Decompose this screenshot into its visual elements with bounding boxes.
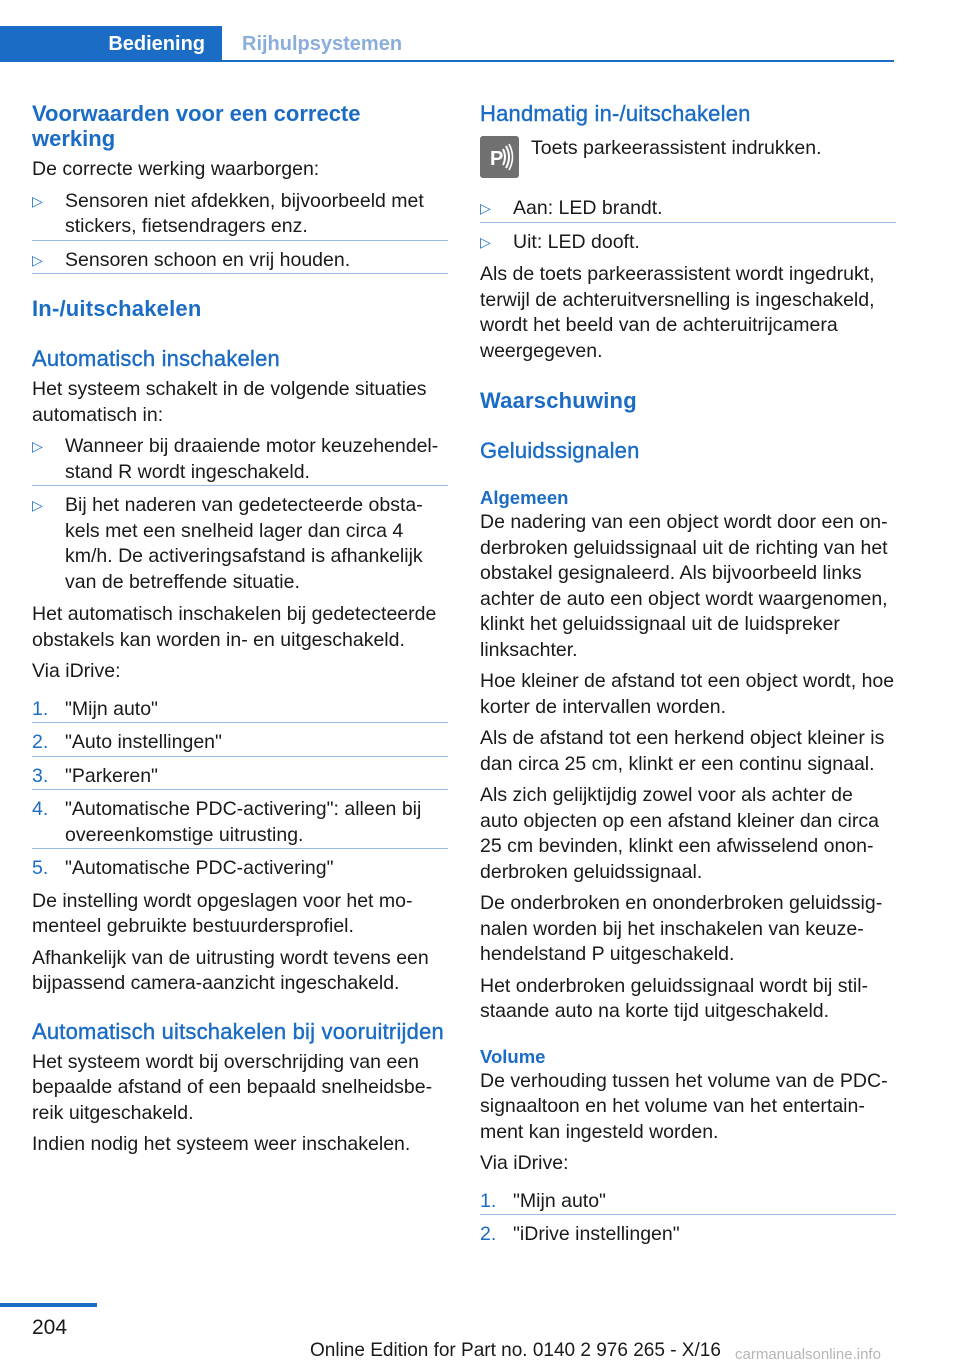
list-item: 2. "Auto instellingen" [32, 730, 448, 757]
text-auto-in-2: Het automatisch inschakelen bij gedetecteerde obstakels kan worden in- en uitgeschakeld. [32, 603, 437, 651]
list-item: ▷ Bij het naderen van gedetecteerde obstakels met een snelheid lager dan circa 4 km/h. De activeringsafstand is afhankelijk van de betreffende situatie. [32, 494, 423, 593]
text-auto-uit: Het systeem wordt bij overschrijding van een bepaalde afstand of een bepaald snelheidsbereik uitgeschakeld. [32, 1050, 433, 1124]
text-algemeen-6: Het onderbroken geluidssignaal wordt bij stilstaande auto na korte tijd uitgeschakeld. [480, 974, 869, 1022]
heading-in-uitschakelen: In-/uitschakelen [32, 296, 202, 321]
list-item: 2. "iDrive instellingen" [480, 1223, 680, 1245]
heading-waarschuwing: Waarschuwing [480, 388, 637, 413]
chapter-tab-bar [0, 26, 894, 62]
svg-text:P: P [489, 148, 503, 170]
page-number: 204 [32, 1316, 68, 1339]
parking-assistant-button-icon [480, 136, 519, 178]
text-via-idrive: Via iDrive: [480, 1152, 569, 1174]
triangle-right-outline-icon: ▷ [32, 497, 43, 513]
text-opgeslagen: De instelling wordt opgeslagen voor het momenteel gebruikte bestuurdersprofiel. [32, 889, 413, 937]
tab-bediening-label: Bediening [108, 32, 205, 55]
list-auto-in [32, 434, 448, 595]
toets-row [480, 134, 896, 184]
list-item: ▷ Uit: LED dooft. [480, 230, 896, 256]
triangle-right-outline-icon: ▷ [32, 438, 43, 454]
list-idrive-steps [480, 1189, 896, 1248]
list-item: 4. "Automatische PDC-activering": alleen bij overeenkomstige uitrusting. [32, 797, 448, 849]
text-algemeen-5: De onderbroken en ononderbroken geluidssignalen worden bij het inschakelen van keuzehendelstand P uitgeschakeld. [480, 892, 883, 965]
list-voorwaarden [32, 189, 448, 275]
watermark: carmanualsonline.info [735, 1346, 881, 1363]
text-voorwaarden: De correcte werking waarborgen: [32, 158, 320, 180]
list-item: 1. "Mijn auto" [32, 697, 448, 724]
list-item: 1. "Mijn auto" [480, 1189, 896, 1216]
heading-volume: Volume [480, 1045, 546, 1067]
tab-rijhulpsystemen[interactable] [242, 26, 402, 62]
footer-accent-line [0, 1303, 97, 1307]
list-item: 3. "Parkeren" [32, 764, 448, 791]
heading-geluidssignalen: Geluidssignalen [480, 438, 640, 463]
text-weer-inschakelen: Indien nodig het systeem weer inschakelen. [32, 1133, 411, 1155]
list-item: 5. "Automatische PDC-activering" [32, 857, 334, 879]
edition-text: Online Edition for Part no. 0140 2 976 265 - X/16 [310, 1340, 721, 1361]
text-auto-in: Het systeem schakelt in de volgende situaties automatisch in: [32, 378, 427, 426]
heading-voorwaarden: Voorwaarden voor een correcte werking [32, 101, 361, 151]
heading-algemeen: Algemeen [480, 487, 569, 508]
text-camera: Afhankelijk van de uitrusting wordt tevens een bijpassend camera-aanzicht ingeschakeld. [32, 946, 429, 994]
text-via-idrive: Via iDrive: [32, 660, 121, 682]
list-item: ▷ Aan: LED brandt. [480, 196, 896, 223]
list-item: ▷ Wanneer bij draaiende motor keuzehendelstand R wordt ingeschakeld. [32, 434, 448, 486]
heading-automatisch-inschakelen: Automatisch inschakelen [32, 346, 280, 371]
heading-automatisch-uitschakelen: Automatisch uitschakelen bij vooruitrijden [32, 1018, 444, 1044]
text-toets: Toets parkeerassistent indrukken. [531, 137, 822, 159]
text-algemeen-4: Als zich gelijktijdig zowel voor als achter de auto objecten op een afstand kleiner dan circa 25 cm bevinden, klinkt een afwisselend ononderbroken geluidssignaal. [480, 784, 879, 883]
text-algemeen-3: Als de afstand tot een herkend object kleiner is dan circa 25 cm, klinkt er een continu signaal. [480, 727, 885, 775]
triangle-right-outline-icon: ▷ [32, 251, 43, 268]
list-item: ▷ Sensoren schoon en vrij houden. [32, 248, 448, 275]
list-item: ▷ Sensoren niet afdekken, bijvoorbeeld met stickers, fietsendragers enz. [32, 189, 448, 241]
triangle-right-outline-icon: ▷ [480, 200, 491, 216]
list-led [480, 196, 896, 255]
triangle-right-outline-icon: ▷ [32, 192, 43, 209]
left-column [32, 101, 448, 1164]
text-achteruit: Als de toets parkeerassistent wordt ingedrukt, terwijl de achteruitversnelling is ingeschakeld, wordt het beeld van de achteruitrijcamera weergegeven. [480, 263, 875, 362]
text-algemeen-2: Hoe kleiner de afstand tot een object wordt, hoe korter de intervallen worden. [480, 670, 895, 718]
right-column [480, 101, 896, 1255]
tab-bediening[interactable] [0, 26, 222, 62]
list-idrive-steps [32, 697, 448, 882]
parking-sensor-icon [486, 143, 514, 171]
triangle-right-outline-icon: ▷ [480, 233, 491, 250]
tab-underline [222, 60, 894, 62]
text-volume: De verhouding tussen het volume van de PDC-signaaltoon en het volume van het entertainment kan ingesteld worden. [480, 1069, 888, 1143]
text-algemeen-1: De nadering van een object wordt door een onderbroken geluidssignaal uit de richting van het obstakel gesignaleerd. Als bijvoorbeeld links achter de auto een object wordt waargenomen, klinkt het geluidssignaal uit de luidspreker linksachter. [480, 511, 888, 661]
heading-handmatig: Handmatig in-/uitschakelen [480, 101, 751, 126]
tab-rijhulpsystemen-label: Rijhulpsystemen [242, 32, 403, 55]
